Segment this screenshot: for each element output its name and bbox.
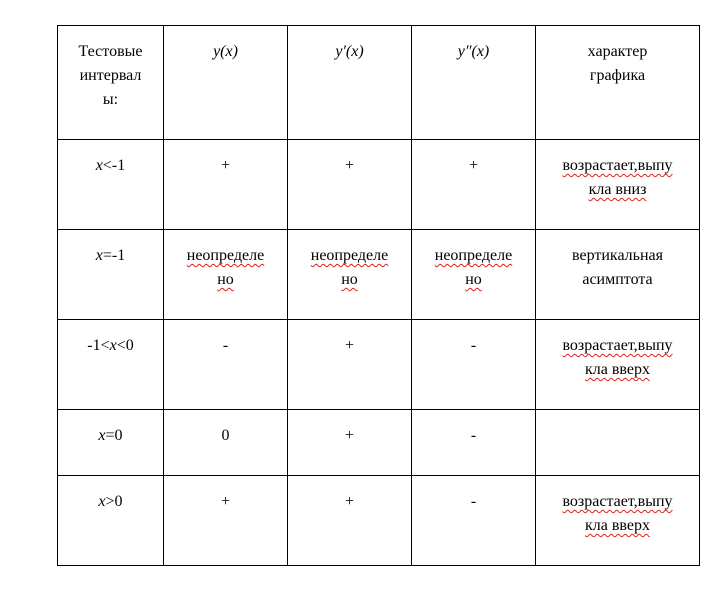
interval-suffix: <-1	[102, 157, 126, 174]
header-test-intervals-line-1: Тестовые	[78, 43, 143, 60]
header-y-prime	[288, 26, 412, 140]
y-prime-sign-cell: +	[288, 476, 412, 566]
character-cell	[536, 140, 700, 230]
character-cell	[536, 230, 700, 320]
y-double-prime-sign-cell: -	[412, 476, 536, 566]
undefined-line-1: неопределе	[434, 247, 513, 264]
undefined-line-2	[292, 268, 407, 292]
character-line-1: возрастает,выпу	[562, 493, 673, 510]
interval-cell	[58, 230, 164, 320]
undefined-line-2	[416, 268, 531, 292]
y-sign-cell: +	[164, 140, 288, 230]
y-prime-sign-cell: +	[288, 140, 412, 230]
header-y-prime-var: y′	[335, 43, 346, 60]
header-y-double-prime	[412, 26, 536, 140]
character-line-2	[540, 358, 695, 382]
interval-variable: x	[98, 427, 106, 444]
header-test-intervals-line-3: ы:	[102, 91, 119, 108]
y-sign-cell: 0	[164, 410, 288, 476]
undefined-line-2-text: но	[341, 271, 358, 288]
header-y	[164, 26, 288, 140]
y-prime-sign-cell: +	[288, 410, 412, 476]
header-graph-character	[536, 26, 700, 140]
interval-suffix: <0	[116, 337, 134, 354]
undefined-line-1: неопределе	[186, 247, 265, 264]
header-y-var: y	[213, 43, 221, 60]
character-line-2: асимптота	[582, 271, 653, 288]
interval-variable: x	[95, 247, 103, 264]
character-line-2	[540, 178, 695, 202]
interval-variable: x	[109, 337, 117, 354]
interval-prefix: -1<	[87, 337, 110, 354]
character-line-1: возрастает,выпу	[562, 337, 673, 354]
y-double-prime-sign-cell: +	[412, 140, 536, 230]
character-line-2	[540, 514, 695, 538]
y-prime-sign-cell: +	[288, 320, 412, 410]
undefined-line-2-text: но	[217, 271, 234, 288]
undefined-line-1: неопределе	[310, 247, 389, 264]
undefined-line-2	[168, 268, 283, 292]
interval-suffix: =0	[105, 427, 123, 444]
header-y-arg: (x)	[220, 43, 238, 60]
interval-cell	[58, 410, 164, 476]
header-graph-character-line-2: графика	[589, 67, 646, 84]
y-sign-cell: -	[164, 320, 288, 410]
interval-suffix: >0	[105, 493, 123, 510]
character-cell	[536, 476, 700, 566]
table-row	[58, 476, 700, 566]
table-row	[58, 140, 700, 230]
interval-variable: x	[95, 157, 103, 174]
y-sign-cell	[164, 230, 288, 320]
interval-cell	[58, 320, 164, 410]
interval-suffix: =-1	[102, 247, 126, 264]
interval-cell	[58, 140, 164, 230]
header-graph-character-line-1: характер	[587, 43, 648, 60]
header-y-double-prime-arg: (x)	[471, 43, 490, 60]
character-line-2-text: кла вверх	[585, 361, 650, 378]
y-prime-sign-cell	[288, 230, 412, 320]
character-line-1: возрастает,выпу	[562, 157, 673, 174]
undefined-line-2-text: но	[465, 271, 482, 288]
table-row	[58, 410, 700, 476]
table-row	[58, 230, 700, 320]
character-line-2-text: кла вверх	[585, 517, 650, 534]
y-double-prime-sign-cell	[412, 230, 536, 320]
header-y-double-prime-var: y″	[457, 43, 472, 60]
interval-variable: x	[98, 493, 106, 510]
character-cell	[536, 410, 700, 476]
y-sign-cell: +	[164, 476, 288, 566]
header-test-intervals	[58, 26, 164, 140]
header-y-prime-arg: (x)	[345, 43, 364, 60]
header-test-intervals-line-2: интервал	[79, 67, 142, 84]
sign-analysis-table	[57, 25, 700, 566]
character-cell	[536, 320, 700, 410]
character-line-1: вертикальная	[572, 247, 663, 264]
character-line-2-text: кла вниз	[588, 181, 647, 198]
y-double-prime-sign-cell: -	[412, 320, 536, 410]
y-double-prime-sign-cell: -	[412, 410, 536, 476]
table-row	[58, 320, 700, 410]
interval-cell	[58, 476, 164, 566]
header-row	[58, 26, 700, 140]
